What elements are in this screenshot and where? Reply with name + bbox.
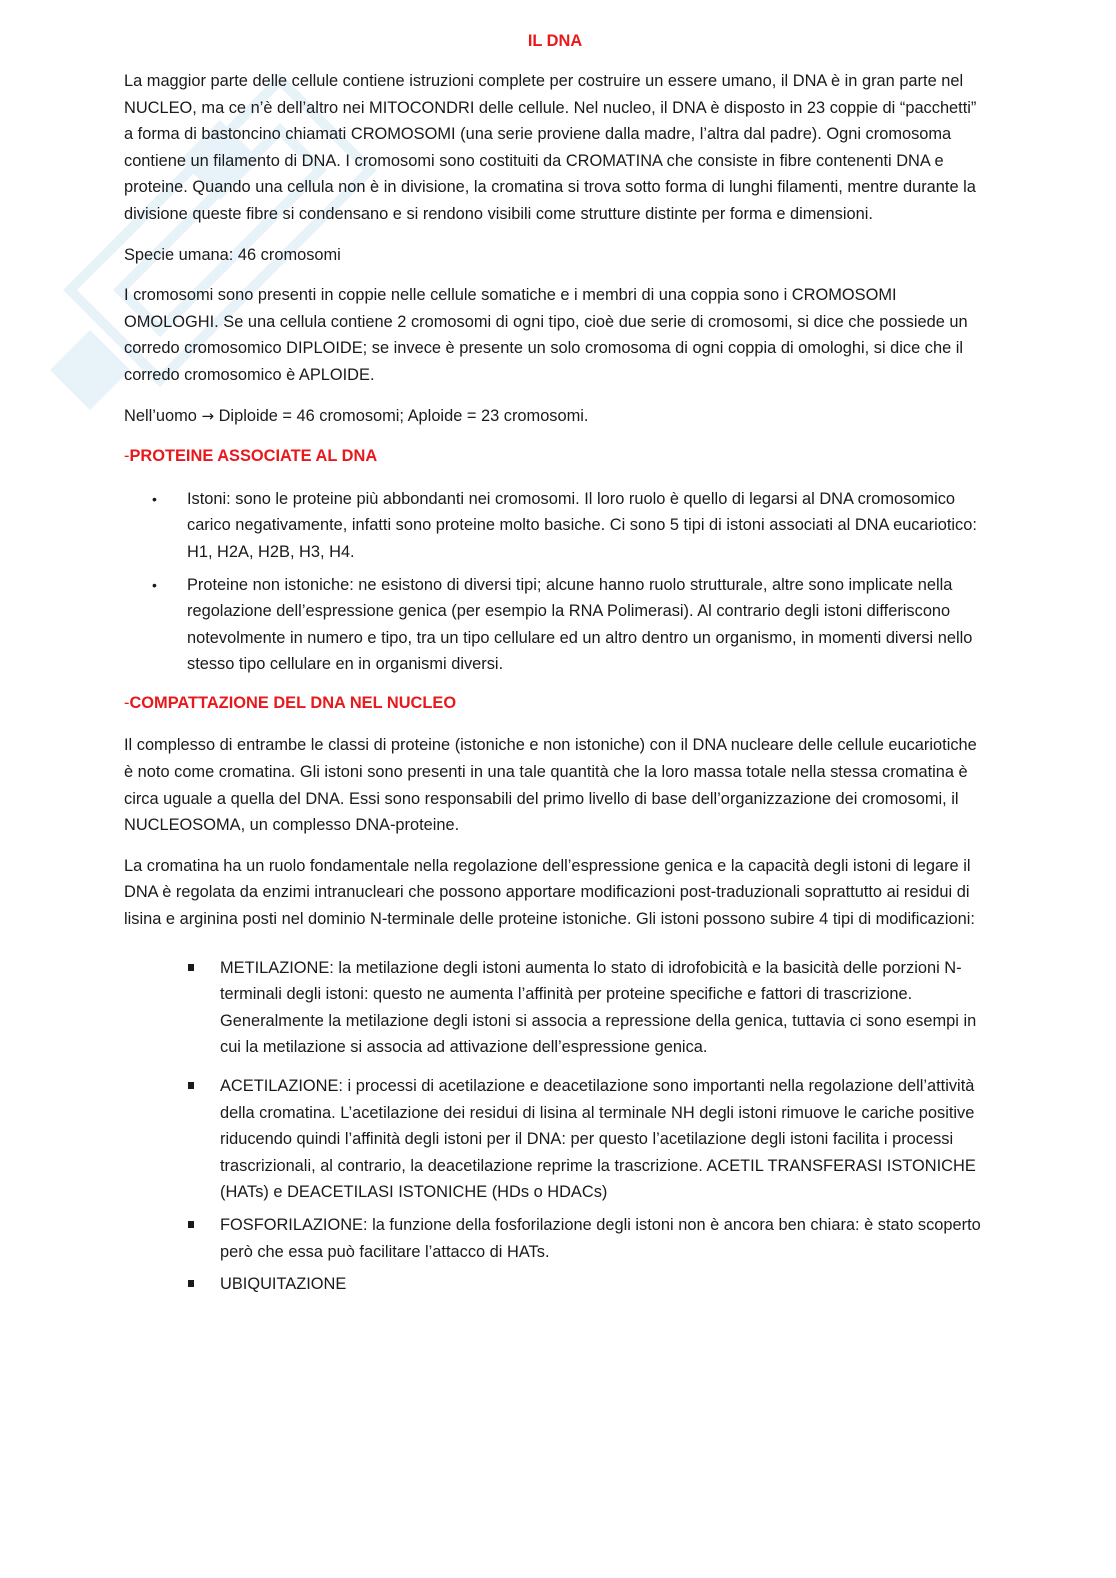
section-heading-compaction: [124, 690, 986, 717]
square-bullet-icon: [188, 1221, 194, 1228]
right-arrow-icon: →: [201, 406, 215, 425]
list-item-text: FOSFORILAZIONE: la funzione della fosforilazione degli istoni non è ancora ben chiara: è stato scoperto però che essa può facilitare l’attacco di HATs.: [220, 1215, 981, 1261]
section-dash: -: [124, 447, 130, 466]
list-item: [124, 572, 986, 678]
list-item: [124, 486, 986, 566]
list-item-text: METILAZIONE: la metilazione degli istoni aumenta lo stato di idrofobicità e la basicità delle porzioni N-terminali degli istoni: questo ne aumenta l’affinità per proteine specifiche e fattori di trascrizione. Generalmente la metilazione degli istoni si associa a repressione della genica, tuttavia ci sono esempi in cui la metilazione si associa ad attivazione dell’espressione genica.: [220, 958, 977, 1057]
list-item-text: ACETILAZIONE: i processi di acetilazione e deacetilazione sono importanti nella regolazione dell’attività della cromatina. L’acetilazione dei residui di lisina al terminale NH degli istoni rimuove le cariche positive riducendo quindi l’affinità degli istoni per il DNA: per questo l’acetilazione degli istoni facilita i processi trascrizionali, al contrario, la deacetilazione reprime la trascrizione. ACETIL TRANSFERASI ISTONICHE (HATs) e DEACETILASI ISTONICHE (HDs o HDACs): [220, 1077, 976, 1202]
section-heading-proteins: [124, 443, 986, 470]
section-dash: -: [124, 693, 130, 712]
list-item: [124, 1212, 986, 1265]
bullet-icon: •: [152, 490, 157, 507]
compaction-paragraph-2: La cromatina ha un ruolo fondamentale nella regolazione dell’espressione genica e la capacità degli istoni di legare il DNA è regolata da enzimi intranucleari che possono apportare modificazioni post-traduzionali soprattutto ai residui di lisina e arginina posti nel dominio N-terminale delle proteine istoniche. Gli istoni possono subire 4 tipi di modificazioni:: [124, 856, 975, 929]
square-bullet-icon: [188, 1082, 194, 1089]
protein-list: [124, 486, 986, 678]
section-heading-text: COMPATTAZIONE DEL DNA NEL NUCLEO: [129, 693, 457, 712]
homologous-paragraph: I cromosomi sono presenti in coppie nelle cellule somatiche e i membri di una coppia sono i CROMOSOMI OMOLOGHI. Se una cellula contiene 2 cromosomi di ogni tipo, cioè due serie di cromosomi, si dice che possiede un corredo cromosomico DIPLOIDE; se invece è presente un solo cromosoma di ogni coppia di omologhi, si dice che il corredo cromosomico è APLOIDE.: [124, 286, 968, 384]
section-heading-text: PROTEINE ASSOCIATE AL DNA: [129, 447, 378, 466]
list-item-text: UBIQUITAZIONE: [220, 1275, 347, 1294]
list-item: [124, 955, 986, 1061]
modification-list: [124, 955, 986, 1298]
square-bullet-icon: [188, 1280, 194, 1287]
species-line: Specie umana: 46 cromosomi: [124, 245, 341, 264]
list-item-text: Istoni: sono le proteine più abbondanti nei cromosomi. Il loro ruolo è quello di legarsi al DNA cromosomico carico negativamente, infatti sono proteine molto basiche. Ci sono 5 tipi di istoni associati al DNA eucariotico: H1, H2A, H2B, H3, H4.: [187, 489, 977, 561]
list-item: [124, 1073, 986, 1206]
compaction-paragraph-1: Il complesso di entrambe le classi di proteine (istoniche e non istoniche) con il DNA nucleare delle cellule eucariotiche è noto come cromatina. Gli istoni sono presenti in una tale quantità che la loro massa totale nella stessa cromatina è circa uguale a quella del DNA. Essi sono responsabili del primo livello di base dell’organizzazione dei cromosomi, il NUCLEOSOMA, un complesso DNA-proteine.: [124, 736, 977, 835]
list-item-text: Proteine non istoniche: ne esistono di diversi tipi; alcune hanno ruolo strutturale, altre sono implicate nella regolazione dell’espressione genica (per esempio la RNA Polimerasi). Al contrario degli istoni differiscono notevolmente in numero e tipo, tra un tipo cellulare ed un altro dentro un organismo, in momenti diversi nello stesso tipo cellulare en in organismi diversi.: [187, 575, 973, 674]
intro-paragraph: La maggior parte delle cellule contiene istruzioni complete per costruire un essere umano, il DNA è in gran parte nel NUCLEO, ma ce n’è dell’altro nei MITOCONDRI delle cellule. Nel nucleo, il DNA è disposto in 23 coppie di “pacchetti” a forma di bastoncino chiamati CROMOSOMI (una serie proviene dalla madre, l’altra dal padre). Ogni cromosoma contiene un filamento di DNA. I cromosomi sono costituiti da CROMATINA che consiste in fibre contenenti DNA e proteine. Quando una cellula non è in divisione, la cromatina si trova sotto forma di lunghi filamenti, mentre durante la divisione queste fibre si condensano e si rendono visibili come strutture distinte per forma e dimensioni.: [124, 72, 977, 223]
human-line-suffix: Diploide = 46 cromosomi; Aploide = 23 cromosomi.: [218, 406, 589, 425]
list-item: [124, 1271, 986, 1298]
human-chromosome-line: [124, 403, 986, 430]
document-content: [124, 28, 986, 1310]
bullet-icon: •: [152, 576, 157, 593]
document-title: IL DNA: [527, 32, 583, 50]
human-line-prefix: Nell’uomo: [124, 406, 197, 425]
square-bullet-icon: [188, 964, 194, 971]
